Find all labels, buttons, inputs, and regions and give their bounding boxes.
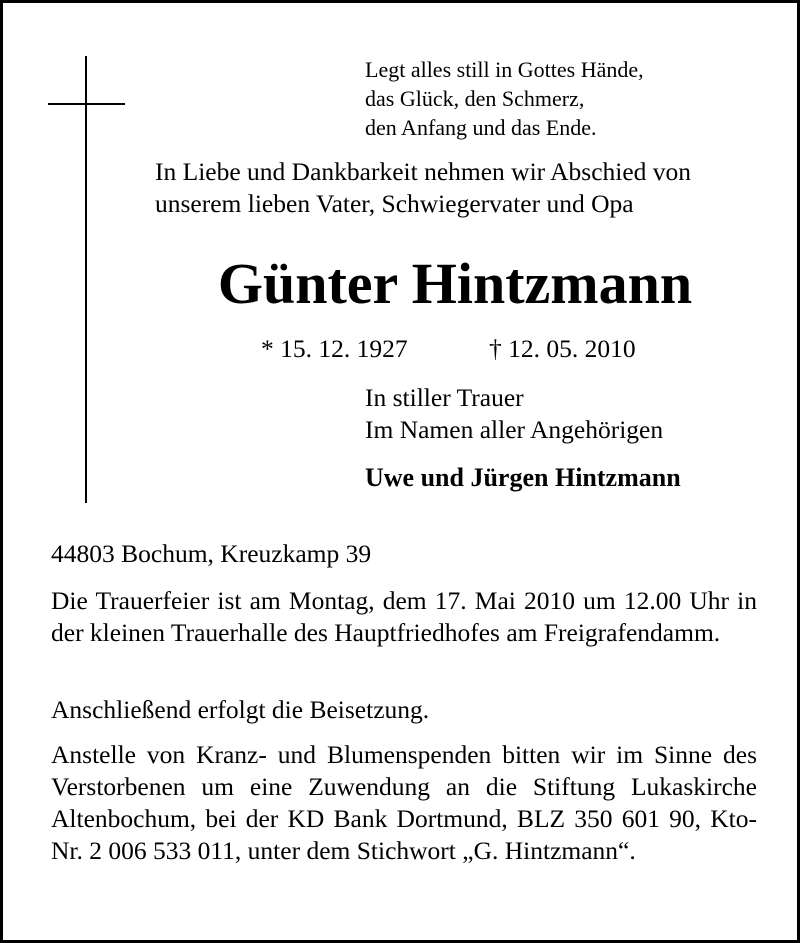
intro-text [155, 156, 691, 220]
mourning-line: Im Namen aller Angehörigen [365, 415, 664, 444]
birth-date: * 15. 12. 1927 [261, 334, 408, 363]
cross-icon-bar [48, 103, 125, 105]
mourning-line: In stiller Trauer [365, 383, 524, 412]
verse-line: das Glück, den Schmerz, [365, 86, 585, 111]
verse-line: den Anfang und das Ende. [365, 115, 597, 140]
verse [365, 55, 644, 142]
verse-line: Legt alles still in Gottes Hände, [365, 57, 644, 82]
funeral-info-paragraph: Die Trauerfeier ist am Montag, dem 17. Mai 2010 um 12.00 Uhr in der kleinen Trauerhalle des Hauptfriedhofes am Freigrafendamm. [51, 586, 757, 647]
mourning-text [365, 382, 663, 446]
family-signature: Uwe und Jürgen Hintzmann [365, 463, 681, 492]
address: 44803 Bochum, Kreuzkamp 39 [51, 539, 372, 568]
burial-paragraph: Anschließend erfolgt die Beisetzung. [51, 695, 430, 724]
donation-paragraph: Anstelle von Kranz- und Blumenspenden bitten wir im Sinne des Verstorbenen um eine Zuwendung an die Stiftung Lukaskirche Altenbochum, bei der KD Bank Dortmund, BLZ 350 601 90, Kto-Nr. 2 006 533 011, unter dem Stichwort „G. Hintzmann“. [51, 740, 757, 865]
death-date: † 12. 05. 2010 [489, 334, 636, 363]
deceased-name: Günter Hintzmann [217, 251, 693, 316]
intro-line: unserem lieben Vater, Schwiegervater und Opa [155, 189, 634, 218]
intro-line: In Liebe und Dankbarkeit nehmen wir Abschied von [155, 157, 692, 186]
